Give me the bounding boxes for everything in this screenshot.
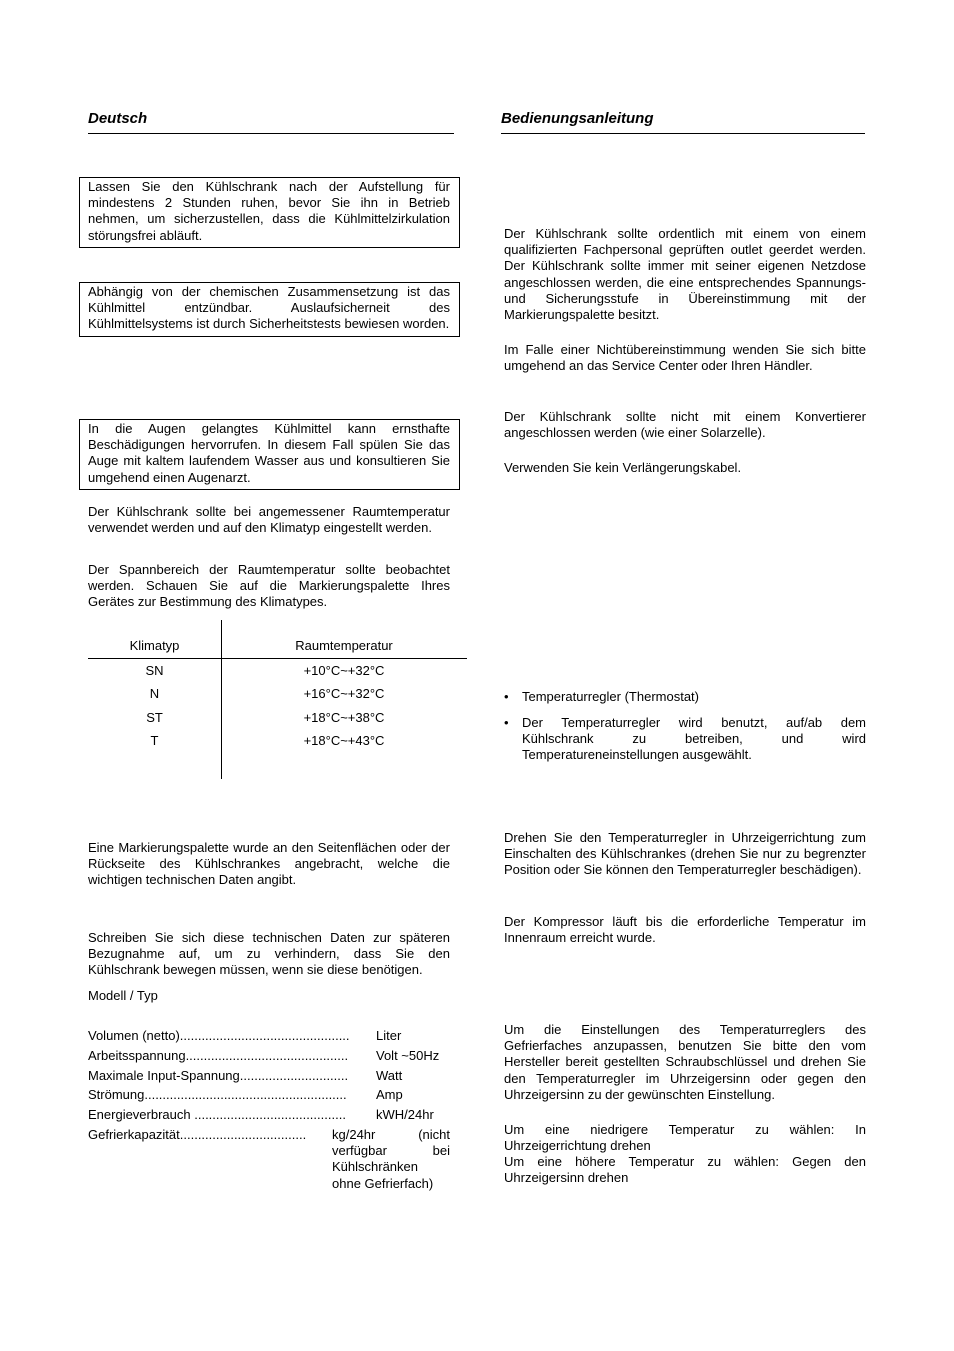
grounding-paragraph: Der Kühlschrank sollte ordentlich mit einem von einem qualifizierten Fachpersonal geprüften outlet geerdet werden. Der Kühlschrank sollte immer mit seiner eigenen Netzdose angeschlossen werden, die eine entsprechendes Spannungs- und Sicherungsstufe in Übereinstimmung mit der Markierungspalette besitzt. [504,226,866,323]
table-header-temp: Raumtemperatur [295,638,393,653]
table-divider-horizontal [88,658,467,659]
spec-label: Arbeitsspannung............................................. [88,1048,349,1063]
spec-value: Watt [376,1068,403,1083]
higher-temp-paragraph: Um eine höhere Temperatur zu wählen: Gegen den Uhrzeigersinn drehen [504,1154,866,1186]
converter-paragraph: Der Kühlschrank sollte nicht mit einem Konvertierer angeschlossen werden (wie einer Solarzelle). [504,409,866,441]
spec-value: Volt ~50Hz [376,1048,440,1063]
freezer-adjust-paragraph: Um die Einstellungen des Temperaturreglers des Gefrierfaches anzupassen, benutzen Sie bitte den vom Hersteller bereit gestellten Schraubschlüssel und drehen Sie den Temperaturregler im Uhrzeigersinn oder gegen den Uhrzeigersinn zu der gewünschten Einstellung. [504,1022,866,1102]
spec-value: kWH/24hr [376,1107,434,1122]
spec-value: kg/24hr (nicht verfügbar bei Kühlschränken ohne Gefrierfach) [332,1127,450,1191]
table-cell: ST [146,710,163,725]
climate-paragraph: Der Spannbereich der Raumtemperatur sollte beobachtet werden. Schauen Sie auf die Markierungspalette Ihres Gerätes zur Bestimmung des Klimatypes. [88,562,450,610]
header-title: Bedienungsanleitung [501,111,865,134]
table-cell: T [150,733,159,748]
table-cell: +16°C~+32°C [303,686,385,701]
spec-label: Energieverbrauch .......................................... [88,1107,346,1122]
header-language: Deutsch [88,111,454,134]
note-data-paragraph: Schreiben Sie sich diese technischen Daten zur späteren Bezugnahme auf, um zu verhindern, dass Sie den Kühlschrank bewegen müssen, wenn sie diese benötigen. [88,930,450,978]
warning-box-flammable: Abhängig von der chemischen Zusammensetzung ist das Kühlmittel entzündbar. Auslaufsicherneit des Kühlmittelsystems ist durch Sicherheitstests bewiesen worden. [79,282,460,337]
spec-value: Liter [376,1028,402,1043]
mismatch-paragraph: Im Falle einer Nichtübereinstimmung wenden Sie sich bitte umgehend an das Service Center oder Ihren Händler. [504,342,866,374]
spec-label: Volumen (netto)............................................... [88,1028,350,1043]
compressor-paragraph: Der Kompressor läuft bis die erforderliche Temperatur im Innenraum erreicht wurde. [504,914,866,946]
bullet-text: Der Temperaturregler wird benutzt, auf/ab dem Kühlschrank zu betreiben, und wird Temperatureneinstellungen ausgewählt. [522,715,866,763]
bullet-icon: • [504,715,509,730]
bullet-text: Temperaturregler (Thermostat) [522,689,699,704]
table-cell: SN [145,663,164,678]
bullet-icon: • [504,689,509,704]
table-header-climate: Klimatyp [129,638,180,653]
table-cell: +18°C~+43°C [303,733,385,748]
spec-label: Strömung........................................................ [88,1087,347,1102]
table-cell: +18°C~+38°C [303,710,385,725]
warning-box-eyes: In die Augen gelangtes Kühlmittel kann ernsthafte Beschädigungen hervorrufen. In diesem Fall spülen Sie das Auge mit kaltem laufendem Wasser aus und konsultieren Sie umgehend einen Augenarzt. [79,419,460,490]
spec-label: Maximale Input-Spannung.............................. [88,1068,349,1083]
lower-temp-paragraph: Um eine niedrigere Temperatur zu wählen: In Uhrzeigerrichtung drehen [504,1122,866,1154]
turn-on-paragraph: Drehen Sie den Temperaturregler in Uhrzeigerrichtung zum Einschalten des Kühlschrankes (drehen Sie nur zu begrenzter Position oder Sie können den Temperaturregler beschädigen). [504,830,866,878]
table-cell: N [149,686,160,701]
spec-value: Amp [376,1087,403,1102]
rating-plate-paragraph: Eine Markierungspalette wurde an den Seitenflächen oder der Rückseite des Kühlschrankes angebracht, welche die wichtigen technischen Daten angibt. [88,840,450,888]
table-cell: +10°C~+32°C [303,663,385,678]
model-label: Modell / Typ [88,988,158,1003]
spec-label: Gefrierkapazität................................... [88,1127,307,1142]
room-temp-paragraph: Der Kühlschrank sollte bei angemessener Raumtemperatur verwendet werden und auf den Klimatyp eingestellt werden. [88,504,450,536]
extension-cable-paragraph: Verwenden Sie kein Verlängerungskabel. [504,460,742,475]
warning-box-rest: Lassen Sie den Kühlschrank nach der Aufstellung für mindestens 2 Stunden ruhen, bevor Sie ihn in Betrieb nehmen, um sicherzustellen, dass die Kühlmittelzirkulation störungsfrei abläuft. [79,177,460,248]
